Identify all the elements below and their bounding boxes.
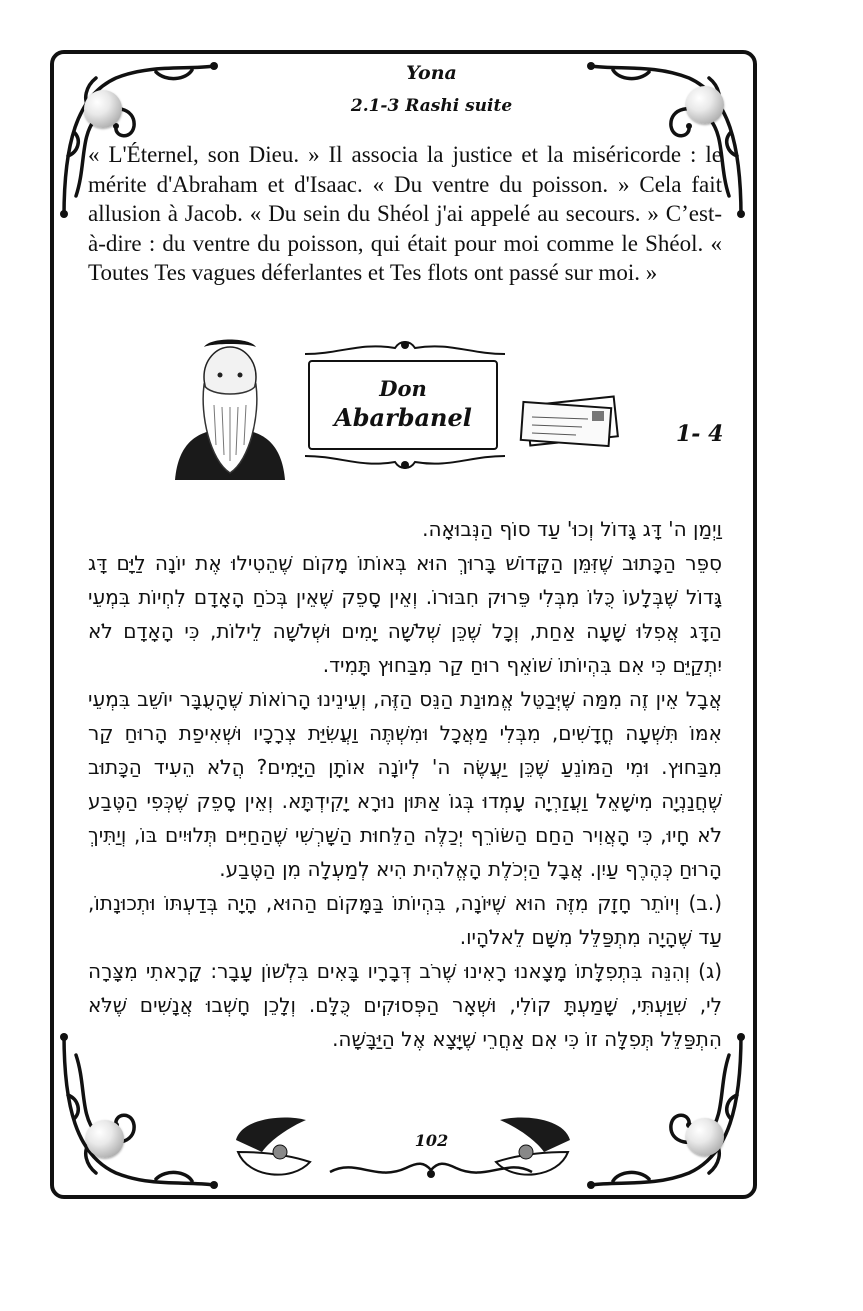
title-ornament-top xyxy=(300,338,510,360)
verse-reference: 1- 4 xyxy=(676,421,724,447)
hebrew-paragraph: (.ב) וְיוֹתֵר חָזָק מִזֶּה הוּא שֶׁיּוֹנָה, בִּהְיוֹתוֹ בַּמָּקוֹם הַהוּא, הָיָה בְּדַעְתּוֹ וּתְכוּנָתוֹ, עַד שֶׁהָיָה מִתְפַּלֵּל מִשָּׁם לֵאלֹהָיו. xyxy=(88,891,722,949)
hebrew-paragraph: סִפֵּר הַכָּתוּב שֶׁזִּמֵּן הַקָּדוֹשׁ בָּרוּךְ הוּא בְּאוֹתוֹ מָקוֹם שֶׁהֵטִילוּ אֶת יוֹנָה לַיָּם דָּג גָּדוֹל שֶׁבְּלָעוֹ כֻּלּוֹ מִבְּלִי פֵּרוּק חִבּוּרוֹ. וְאֵין סָפֵק שֶׁאֵין בְּכֹחַ הָאָדָם לִחְיוֹת בִּמְעֵי הַדָּג אֲפִלּוּ שָׁעָה אַחַת, וְכָל שֶׁכֵּן שְׁלֹשָׁה יָמִים וּשְׁלֹשָׁה לֵילוֹת, כִּי הָאָדָם לֹא יִתְקַיֵּם כִּי אִם בִּהְיוֹתוֹ שׁוֹאֵף רוּחַ קַר מִבַּחוּץ תָּמִיד. xyxy=(88,551,722,677)
hebrew-paragraph: אֲבָל אֵין זֶה מִמַּה שֶּׁיְּבַטֵּל אֱמוּנַת הַנֵּס הַזֶּה, וְעֵינֵינוּ הָרוֹאוֹת שֶׁהָעֻבָּר יוֹשֵׁב בִּמְעֵי אִמּוֹ תִּשְׁעָה חֳדָשִׁים, מִבְּלִי מַאֲכָל וּמִשְׁתֶּה וַעֲשִׂיַּת צְרָכָיו וּשְׁאִיפַת הָרוּחַ קַר מִבַּחוּץ. וּמִי הַמּוֹנֵעַ שֶׁכֵּן יַעֲשֶׂה ה' לְיוֹנָה אוֹתָן הַיָּמִים? הֲלֹא הֵעִיד הַכָּתוּב שֶׁחֲנַנְיָה מִישָׁאֵל וַעֲזַרְיָה עָמְדוּ בְּגוֹ אַתּוּן נוּרָא יָקִידְתָּא. וְאֵין סָפֵק שֶׁכְּפִי הַטֶּבַע לֹא חָיוּ, כִּי הָאֲוִיר הַחַם הַשּׂוֹרֵף יְכַלֶּה הַלֵּחוּת הַשָּׁרְשִׁי שֶׁהַחַיִּים תְּלוּיִים בּוֹ, וְיַתִּיךְ הָרוּחַ כְּהֶרֶף עַיִן. אֲבָל הַיְכֹלֶת הָאֱלֹהִית הִיא לְמַעְלָה מִן הַטֶּבַע. xyxy=(88,687,722,881)
footer-ornament xyxy=(326,1152,536,1184)
header-title: Yona xyxy=(406,62,457,84)
header-subtitle: 2.1-3 Rashi suite xyxy=(350,96,513,116)
title-ornament-bottom xyxy=(300,450,510,472)
hebrew-commentary xyxy=(88,512,722,1056)
french-commentary: « L'Éternel, son Dieu. » Il associa la justice et la miséricorde : le mérite d'Abraham et d'Isaac. « Du ventre du poisson. » Cela fait allusion à Jacob. « Du sein du Shéol j'ai appelé au secours. » C’est-à-dire : du ventre du poisson, qui était pour moi comme le Shéol. « Toutes Tes vagues déferlantes et Tes flots ont passé sur moi. » xyxy=(88,142,722,285)
rabbi-portrait xyxy=(170,335,290,480)
hebrew-paragraph: (ג) וְהִנֵּה בִּתְפִלָּתוֹ מָצָאנוּ רָאִינוּ שֶׁרֹב דְּבָרָיו בָּאִים בִּלְשׁוֹן עָבָר: קָרָאתִי מִצָּרָה לִי, שִׁוַּעְתִּי, שָׁמַעְתָּ קוֹלִי, וּשְׁאָר הַפְּסוּקִים כֻּלָּם. וְלָכֵן חָשְׁבוּ אֲנָשִׁים שֶׁלֹּא הִתְפַּלֵּל תְּפִלָּה זוֹ כִּי אִם אַחֲרֵי שֶׁיָּצָא אֶל הַיַּבָּשָׁה. xyxy=(88,959,722,1051)
author-name-line2: Abarbanel xyxy=(334,403,472,432)
author-title-box xyxy=(308,360,498,450)
author-name-line1: Don xyxy=(379,376,427,401)
letters-icon xyxy=(518,395,626,447)
hebrew-paragraph: וַיְמַן ה' דָּג גָּדוֹל וְכוּ' עַד סוֹף הַנְּבוּאָה. xyxy=(422,517,722,541)
page-number: 102 xyxy=(414,1131,449,1150)
section-banner xyxy=(170,335,730,485)
